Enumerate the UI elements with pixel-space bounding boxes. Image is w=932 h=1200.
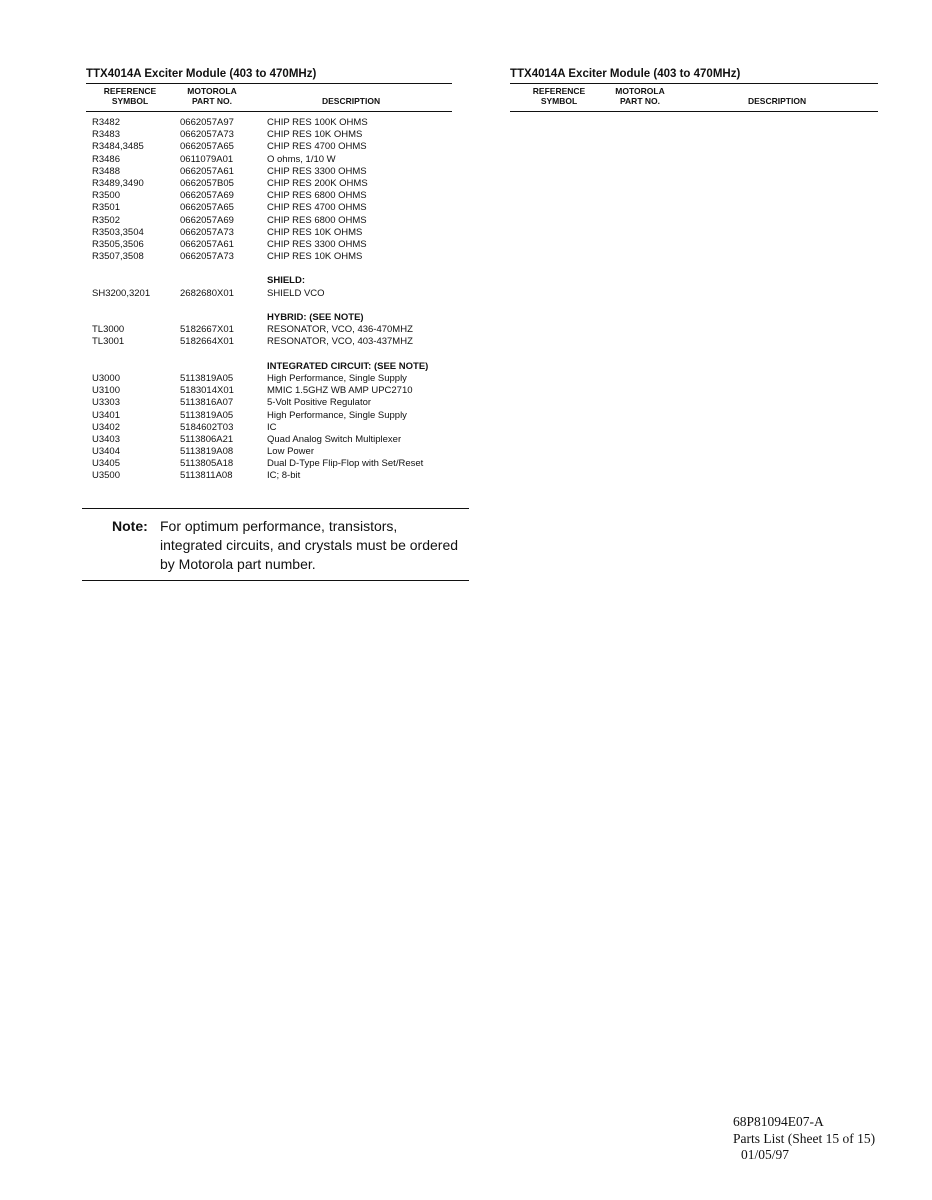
parts-table-right bbox=[510, 68, 878, 112]
section-head-shield bbox=[86, 275, 452, 287]
description: CHIP RES 200K OHMS bbox=[267, 177, 368, 189]
table-row bbox=[86, 141, 452, 153]
reference-symbol: U3000 bbox=[92, 372, 120, 384]
table-row bbox=[86, 336, 452, 348]
header-ref-line1: REFERENCE bbox=[532, 86, 586, 96]
table-row bbox=[86, 202, 452, 214]
part-number: 0611079A01 bbox=[180, 153, 234, 165]
table-row bbox=[86, 385, 452, 397]
section-label: HYBRID: (SEE NOTE) bbox=[267, 312, 364, 323]
reference-symbol: U3401 bbox=[92, 409, 120, 421]
description: CHIP RES 3300 OHMS bbox=[267, 238, 367, 250]
reference-symbol: SH3200,3201 bbox=[92, 287, 151, 299]
footer-sheet: Parts List (Sheet 15 of 15) bbox=[733, 1130, 876, 1146]
reference-symbol: R3483 bbox=[92, 129, 120, 141]
description: High Performance, Single Supply bbox=[267, 409, 407, 421]
reference-symbol: R3503,3504 bbox=[92, 226, 144, 238]
table-row bbox=[86, 288, 452, 300]
header-mot-line1: MOTOROLA bbox=[187, 86, 237, 96]
header-motorola-part-no bbox=[176, 86, 248, 106]
reference-symbol: R3501 bbox=[92, 202, 120, 214]
section-head-ic bbox=[86, 361, 452, 373]
description: IC bbox=[267, 421, 277, 433]
table-row bbox=[86, 446, 452, 458]
reference-symbol: U3100 bbox=[92, 385, 120, 397]
header-description: DESCRIPTION bbox=[322, 96, 381, 106]
part-number: 0662057A61 bbox=[180, 238, 234, 250]
description: RESONATOR, VCO, 403-437MHZ bbox=[267, 336, 413, 348]
part-number: 5184602T03 bbox=[180, 421, 234, 433]
description: CHIP RES 10K OHMS bbox=[267, 226, 363, 238]
part-number: 0662057A69 bbox=[180, 190, 234, 202]
description: Quad Analog Switch Multiplexer bbox=[267, 433, 402, 445]
table-row bbox=[86, 397, 452, 409]
resistor-group bbox=[86, 117, 452, 263]
table-header bbox=[86, 83, 452, 112]
description: CHIP RES 100K OHMS bbox=[267, 117, 368, 128]
description: RESONATOR, VCO, 436-470MHZ bbox=[267, 324, 413, 336]
part-number: 0662057A65 bbox=[180, 202, 234, 214]
part-number: 5182667X01 bbox=[180, 324, 234, 336]
table-row bbox=[86, 373, 452, 385]
table-row bbox=[86, 178, 452, 190]
header-ref-line1: REFERENCE bbox=[103, 86, 157, 96]
part-number: 5113819A05 bbox=[180, 372, 234, 384]
header-reference-symbol bbox=[86, 86, 174, 106]
note-label: Note: bbox=[112, 518, 148, 534]
description: O ohms, 1/10 W bbox=[267, 153, 336, 165]
table-header bbox=[510, 83, 878, 112]
description: High Performance, Single Supply bbox=[267, 372, 407, 384]
header-mot-line1: MOTOROLA bbox=[615, 86, 665, 96]
header-motorola-part-no bbox=[604, 86, 676, 106]
table-row bbox=[86, 215, 452, 227]
reference-symbol: U3500 bbox=[92, 470, 120, 482]
description: CHIP RES 10K OHMS bbox=[267, 129, 363, 141]
reference-symbol: TL3000 bbox=[92, 324, 125, 336]
table-row bbox=[86, 458, 452, 470]
parts-table-left bbox=[86, 68, 452, 483]
part-number: 0662057A69 bbox=[180, 214, 234, 226]
part-number: 5113819A05 bbox=[180, 409, 234, 421]
header-reference-symbol bbox=[516, 86, 602, 106]
table-row bbox=[86, 410, 452, 422]
table-row bbox=[86, 434, 452, 446]
reference-symbol: R3502 bbox=[92, 214, 120, 226]
part-number: 5182664X01 bbox=[180, 336, 234, 348]
hybrid-group bbox=[86, 324, 452, 348]
description: CHIP RES 3300 OHMS bbox=[267, 165, 367, 177]
note-text: For optimum performance, transistors, integrated circuits, and crystals must be ordered by Motorola part number. bbox=[160, 518, 459, 572]
part-number: 0662057B05 bbox=[180, 177, 234, 189]
section-label: INTEGRATED CIRCUIT: (SEE NOTE) bbox=[267, 360, 429, 372]
section-head-hybrid bbox=[86, 312, 452, 324]
description: Dual D-Type Flip-Flop with Set/Reset bbox=[267, 458, 424, 470]
description: SHIELD VCO bbox=[267, 287, 325, 299]
description: Low Power bbox=[267, 446, 314, 458]
reference-symbol: TL3001 bbox=[92, 336, 125, 348]
part-number: 0662057A61 bbox=[180, 165, 234, 177]
reference-symbol: R3482 bbox=[92, 117, 120, 128]
description: MMIC 1.5GHZ WB AMP UPC2710 bbox=[267, 385, 413, 397]
part-number: 5113806A21 bbox=[180, 433, 234, 445]
reference-symbol: R3507,3508 bbox=[92, 251, 144, 263]
section-label: SHIELD: bbox=[267, 275, 305, 287]
part-number: 5113819A08 bbox=[180, 446, 234, 458]
part-number: 0662057A73 bbox=[180, 251, 234, 263]
table-row bbox=[86, 251, 452, 263]
reference-symbol: U3404 bbox=[92, 446, 120, 458]
footer-doc-number: 68P81094E07-A bbox=[733, 1114, 824, 1129]
description: CHIP RES 6800 OHMS bbox=[267, 190, 367, 202]
reference-symbol: R3500 bbox=[92, 190, 120, 202]
table-row bbox=[86, 190, 452, 202]
ic-group bbox=[86, 373, 452, 483]
table-row bbox=[86, 324, 452, 336]
table-row bbox=[86, 239, 452, 251]
reference-symbol: U3405 bbox=[92, 458, 120, 470]
table-title: TTX4014A Exciter Module (403 to 470MHz) bbox=[510, 68, 741, 80]
header-description: DESCRIPTION bbox=[748, 96, 807, 106]
header-ref-line2: SYMBOL bbox=[540, 96, 578, 106]
table-row bbox=[86, 227, 452, 239]
description: IC; 8-bit bbox=[267, 470, 301, 482]
header-mot-line2: PART NO. bbox=[192, 96, 232, 106]
reference-symbol: R3488 bbox=[92, 165, 120, 177]
reference-symbol: R3505,3506 bbox=[92, 238, 144, 250]
header-ref-line2: SYMBOL bbox=[111, 96, 149, 106]
part-number: 5113805A18 bbox=[180, 458, 234, 470]
description: 5-Volt Positive Regulator bbox=[267, 397, 372, 409]
reference-symbol: U3402 bbox=[92, 421, 120, 433]
table-row bbox=[86, 422, 452, 434]
description: CHIP RES 10K OHMS bbox=[267, 251, 363, 263]
footer-date: 01/05/97 bbox=[741, 1147, 790, 1162]
part-number: 5183014X01 bbox=[180, 385, 234, 397]
part-number: 5113816A07 bbox=[180, 397, 234, 409]
table-row bbox=[86, 117, 452, 129]
table-row bbox=[86, 154, 452, 166]
table-row bbox=[86, 166, 452, 178]
note-box bbox=[82, 508, 469, 581]
description: CHIP RES 4700 OHMS bbox=[267, 141, 367, 153]
reference-symbol: U3303 bbox=[92, 397, 120, 409]
page-footer bbox=[733, 1114, 875, 1164]
shield-group bbox=[86, 288, 452, 300]
part-number: 0662057A73 bbox=[180, 226, 234, 238]
table-row bbox=[86, 470, 452, 482]
description: CHIP RES 6800 OHMS bbox=[267, 214, 367, 226]
part-number: 5113811A08 bbox=[180, 470, 233, 482]
reference-symbol: R3484,3485 bbox=[92, 141, 144, 153]
part-number: 0662057A97 bbox=[180, 117, 234, 128]
reference-symbol: R3486 bbox=[92, 153, 120, 165]
header-mot-line2: PART NO. bbox=[620, 96, 660, 106]
part-number: 0662057A73 bbox=[180, 129, 234, 141]
reference-symbol: R3489,3490 bbox=[92, 177, 144, 189]
part-number: 0662057A65 bbox=[180, 141, 234, 153]
table-title: TTX4014A Exciter Module (403 to 470MHz) bbox=[86, 68, 317, 80]
reference-symbol: U3403 bbox=[92, 433, 120, 445]
description: CHIP RES 4700 OHMS bbox=[267, 202, 367, 214]
part-number: 2682680X01 bbox=[180, 287, 234, 299]
table-body bbox=[86, 112, 452, 483]
table-row bbox=[86, 129, 452, 141]
